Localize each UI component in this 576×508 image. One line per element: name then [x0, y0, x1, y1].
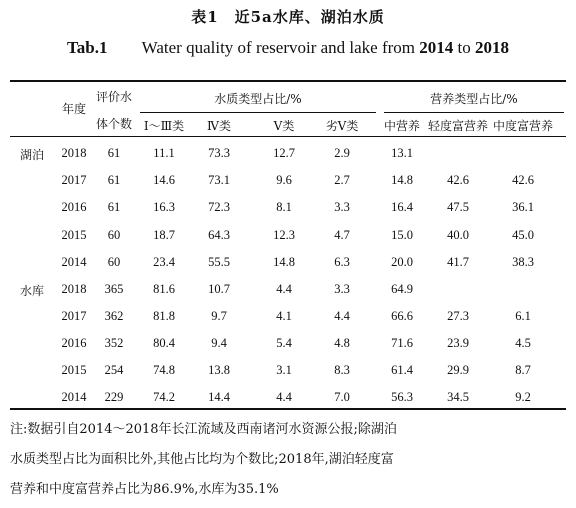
row-year-cell: 2014 — [61, 390, 87, 404]
table-cell: 7.0 — [334, 390, 350, 404]
table-cell: 10.7 — [208, 282, 230, 296]
table-cell: 81.6 — [153, 282, 175, 296]
table-cell: 36.1 — [512, 200, 534, 214]
table-cell: 14.4 — [208, 390, 230, 404]
table-cell: 9.4 — [211, 336, 227, 350]
table-cell: 20.0 — [391, 255, 413, 269]
table-cell: 73.3 — [208, 146, 230, 160]
row-count-cell: 352 — [104, 336, 124, 350]
table-cell: 47.5 — [447, 200, 469, 214]
row-year-cell: 2018 — [61, 146, 87, 160]
row-count-cell: 61 — [107, 173, 121, 187]
row-category-label: 水库 — [19, 284, 44, 298]
nutrient-group-rule — [384, 112, 564, 113]
table-cell: 61.4 — [391, 363, 413, 377]
table-cell: 2.7 — [334, 173, 350, 187]
table-cell: 13.1 — [391, 146, 413, 160]
table-cell: 16.3 — [153, 200, 175, 214]
quality-group-rule — [140, 112, 376, 113]
table-cell: 42.6 — [447, 173, 469, 187]
table-cell: 5.4 — [276, 336, 292, 350]
table-cell: 9.2 — [515, 390, 531, 404]
table-cell: 4.5 — [515, 336, 531, 350]
caption-en-year1: 2014 — [419, 38, 454, 57]
table-cell: 56.3 — [391, 390, 413, 404]
column-header: 中营养 — [383, 119, 420, 133]
row-year-cell: 2017 — [61, 173, 87, 187]
table-cell: 4.8 — [334, 336, 350, 350]
row-year-cell: 2015 — [61, 363, 87, 377]
row-year-cell: 2015 — [61, 228, 87, 242]
row-year-cell: 2016 — [61, 200, 87, 214]
table-note-line1: 注:数据引自2014～2018年长江流域及西南诸河水资源公报;除湖泊 — [10, 422, 397, 437]
table-cell: 23.9 — [447, 336, 469, 350]
header-count-line2: 体个数 — [95, 117, 132, 131]
table-cell: 3.3 — [334, 200, 350, 214]
caption-en-prefix: Tab.1 — [66, 38, 108, 57]
row-year-cell: 2018 — [61, 282, 87, 296]
header-count-line1: 评价水 — [95, 90, 132, 104]
column-header: Ⅴ类 — [273, 119, 295, 133]
table-cell: 45.0 — [512, 228, 534, 242]
table-cell: 3.3 — [334, 282, 350, 296]
table-caption-en — [0, 38, 576, 58]
table-bottom-rule — [10, 408, 566, 410]
table-cell: 81.8 — [153, 309, 175, 323]
row-count-cell: 365 — [104, 282, 124, 296]
table-cell: 40.0 — [447, 228, 469, 242]
header-group-quality: 水质类型占比/% — [214, 92, 302, 106]
caption-en-text: Water quality of reservoir and lake from — [141, 38, 416, 57]
table-cell: 4.4 — [276, 390, 292, 404]
column-header: 中度富营养 — [492, 119, 553, 133]
table-cell: 4.7 — [334, 228, 350, 242]
column-header: Ⅰ～Ⅲ类 — [143, 119, 185, 133]
table-note-line2: 水质类型占比为面积比外,其他占比均为个数比;2018年,湖泊轻度富 — [10, 452, 394, 467]
row-year-cell: 2016 — [61, 336, 87, 350]
row-count-cell: 362 — [104, 309, 124, 323]
table-cell: 72.3 — [208, 200, 230, 214]
row-count-cell: 229 — [104, 390, 124, 404]
table-cell: 66.6 — [391, 309, 413, 323]
table-cell: 64.9 — [391, 282, 413, 296]
table-cell: 8.1 — [276, 200, 292, 214]
table-cell: 34.5 — [447, 390, 469, 404]
caption-en-year2: 2018 — [475, 38, 510, 57]
table-cell: 23.4 — [153, 255, 175, 269]
table-cell: 27.3 — [447, 309, 469, 323]
caption-en-to: to — [457, 38, 471, 57]
table-cell: 15.0 — [391, 228, 413, 242]
table-cell: 2.9 — [334, 146, 350, 160]
table-cell: 4.1 — [276, 309, 292, 323]
header-year: 年度 — [61, 102, 86, 116]
table-top-rule — [10, 80, 566, 82]
row-year-cell: 2017 — [61, 309, 87, 323]
header-group-nutrient: 营养类型占比/% — [430, 92, 518, 106]
table-cell: 6.1 — [515, 309, 531, 323]
table-header-rule — [10, 136, 566, 137]
table-cell: 12.7 — [273, 146, 295, 160]
table-cell: 3.1 — [276, 363, 292, 377]
table-cell: 42.6 — [512, 173, 534, 187]
row-count-cell: 61 — [107, 146, 121, 160]
table-cell: 14.8 — [273, 255, 295, 269]
table-cell: 6.3 — [334, 255, 350, 269]
table-cell: 64.3 — [208, 228, 230, 242]
row-count-cell: 60 — [107, 255, 121, 269]
column-header: 轻度富营养 — [427, 119, 488, 133]
row-count-cell: 61 — [107, 200, 121, 214]
table-cell: 74.8 — [153, 363, 175, 377]
column-header: 劣Ⅴ类 — [325, 119, 359, 133]
table-cell: 16.4 — [391, 200, 413, 214]
table-cell: 14.8 — [391, 173, 413, 187]
table-cell: 9.7 — [211, 309, 227, 323]
row-year-cell: 2014 — [61, 255, 87, 269]
table-cell: 73.1 — [208, 173, 230, 187]
table-cell: 4.4 — [276, 282, 292, 296]
table-cell: 13.8 — [208, 363, 230, 377]
table-note-line3: 营养和中度富营养占比为86.9%,水库为35.1% — [10, 482, 279, 497]
table-cell: 8.3 — [334, 363, 350, 377]
table-cell: 38.3 — [512, 255, 534, 269]
table-cell: 55.5 — [208, 255, 230, 269]
table-cell: 74.2 — [153, 390, 175, 404]
row-count-cell: 254 — [104, 363, 124, 377]
table-cell: 71.6 — [391, 336, 413, 350]
column-header: Ⅳ类 — [207, 119, 231, 133]
table-cell: 14.6 — [153, 173, 175, 187]
table-cell: 18.7 — [153, 228, 175, 242]
table-cell: 12.3 — [273, 228, 295, 242]
table-cell: 4.4 — [334, 309, 350, 323]
table-caption-cn: 表1 近5a水库、湖泊水质 — [191, 8, 385, 26]
table-cell: 9.6 — [276, 173, 292, 187]
row-category-label: 湖泊 — [19, 148, 44, 162]
row-count-cell: 60 — [107, 228, 121, 242]
table-cell: 29.9 — [447, 363, 469, 377]
table-cell: 80.4 — [153, 336, 175, 350]
table-cell: 8.7 — [515, 363, 531, 377]
table-cell: 41.7 — [447, 255, 469, 269]
table-cell: 11.1 — [153, 146, 175, 160]
